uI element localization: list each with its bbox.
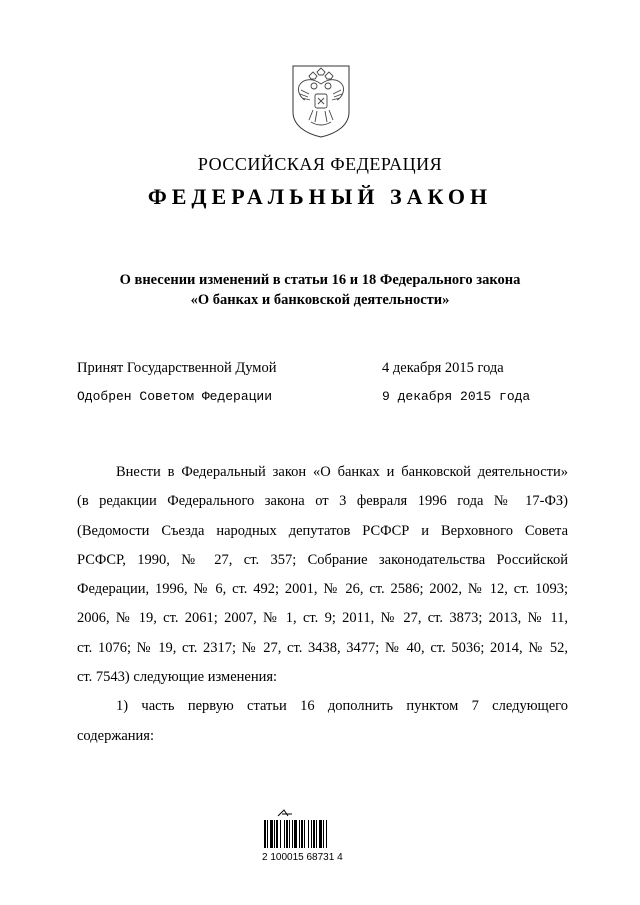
barcode-icon	[262, 808, 354, 850]
body-line: ст. 1076; № 19, ст. 2317; № 27, ст. 3438, 3477; № 40, ст. 5036; 2014, № 52,	[77, 639, 568, 656]
adopted-date: 4 декабря 2015 года	[382, 360, 504, 376]
law-title-line-2: «О банках и банковской деятельности»	[190, 292, 450, 308]
body-line: (Ведомости Съезда народных депутатов РСФСР и Верховного Совета	[77, 522, 568, 539]
coat-of-arms-emblem	[289, 64, 353, 138]
adopted-by-duma-label: Принят Государственной Думой	[77, 360, 277, 376]
law-title-line-1: О внесении изменений в статьи 16 и 18 Федерального закона	[119, 272, 521, 288]
approved-date: 9 декабря 2015 года	[382, 389, 531, 404]
body-line: РСФСР, 1990, № 27, ст. 357; Собрание законодательства Российской	[77, 551, 568, 568]
body-line: ст. 7543) следующие изменения:	[77, 669, 278, 686]
body-line: Внести в Федеральный закон «О банках и банковской деятельности»	[116, 464, 568, 480]
body-line: (в редакции Федерального закона от 3 февраля 1996 года № 17-ФЗ)	[77, 493, 568, 510]
law-body-text	[77, 458, 568, 751]
body-line: содержания:	[77, 727, 155, 744]
document-barcode	[262, 808, 354, 868]
approved-by-federation-council-label: Одобрен Советом Федерации	[77, 389, 273, 404]
body-line: 1) часть первую статьи 16 дополнить пунктом 7 следующего	[116, 698, 568, 715]
country-name: РОССИЙСКАЯ ФЕДЕРАЦИЯ	[197, 154, 443, 174]
body-line: Федерации, 1996, № 6, ст. 492; 2001, № 26, ст. 2586; 2002, № 12, ст. 1093;	[77, 581, 568, 598]
barcode-number: 2 100015 68731 4	[262, 852, 343, 863]
law-type-heading: ФЕДЕРАЛЬНЫЙ ЗАКОН	[147, 184, 493, 209]
body-line: 2006, № 19, ст. 2061; 2007, № 1, ст. 9; 2011, № 27, ст. 3873; 2013, № 11,	[77, 610, 568, 627]
